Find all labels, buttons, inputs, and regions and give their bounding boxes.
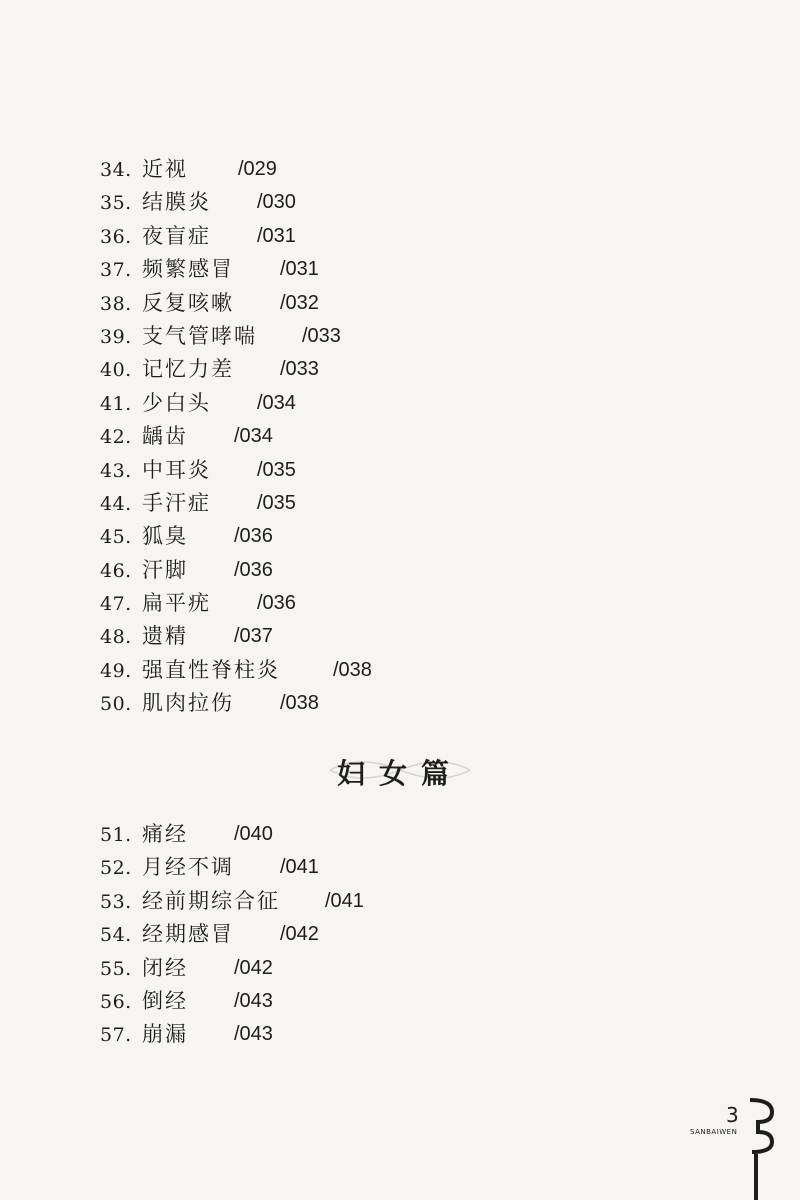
entry-title: 强直性脊柱炎 [142, 657, 280, 682]
toc-entry [100, 587, 296, 620]
toc-entry [100, 287, 319, 320]
entry-page: /043 [234, 989, 273, 1012]
entry-page: /030 [257, 191, 296, 214]
toc-entry [100, 220, 296, 253]
entry-page: /034 [257, 391, 296, 414]
entry-number: 40. [100, 359, 132, 382]
toc-entry [100, 320, 341, 353]
entry-title: 肌肉拉伤 [142, 691, 234, 716]
entry-page: /036 [234, 558, 273, 581]
toc-entry [100, 654, 372, 687]
section-title: 妇女篇 [336, 757, 463, 790]
entry-number: 41. [100, 392, 132, 415]
toc-entry [100, 885, 364, 918]
entry-title: 月经不调 [142, 855, 234, 880]
entry-title: 中耳炎 [142, 457, 211, 482]
entry-number: 34. [100, 159, 132, 181]
toc-entry [100, 985, 280, 1018]
entry-page: /038 [280, 692, 319, 715]
entry-page: /034 [234, 425, 273, 448]
toc-entry [100, 186, 296, 219]
section-heading [0, 752, 800, 792]
toc-entry [100, 487, 296, 520]
entry-number: 48. [100, 626, 132, 649]
entry-title: 闭经 [142, 955, 188, 980]
entry-title: 汗脚 [142, 557, 188, 582]
toc-list-part2 [100, 818, 364, 1052]
toc-entry [100, 918, 319, 951]
toc-list-part1 [100, 153, 372, 721]
entry-number: 46. [100, 559, 132, 582]
toc-entry [100, 952, 280, 985]
entry-number: 52. [100, 857, 132, 880]
entry-number: 51. [100, 824, 132, 846]
toc-entry [100, 353, 319, 386]
entry-title: 支气管哮喘 [142, 323, 257, 348]
publisher-brand: SANBAIWEN [690, 1128, 738, 1136]
entry-number: 45. [100, 526, 132, 549]
entry-title: 近视 [142, 157, 188, 181]
entry-page: /033 [280, 358, 319, 381]
toc-entry [100, 818, 280, 851]
toc-entry [100, 687, 319, 720]
entry-page: /033 [302, 324, 341, 347]
entry-number: 37. [100, 259, 132, 282]
entry-title: 手汗症 [142, 490, 211, 515]
entry-page: /031 [257, 224, 296, 247]
entry-title: 记忆力差 [142, 357, 234, 382]
entry-title: 龋齿 [142, 424, 188, 449]
entry-page: /031 [280, 258, 319, 281]
entry-page: /042 [280, 923, 319, 946]
entry-number: 49. [100, 659, 132, 682]
entry-title: 崩漏 [142, 1022, 188, 1047]
entry-number: 44. [100, 492, 132, 515]
entry-page: /029 [238, 158, 277, 180]
publisher-emblem-icon [744, 1096, 778, 1200]
entry-title: 倒经 [142, 988, 188, 1013]
entry-title: 扁平疣 [142, 591, 211, 616]
entry-title: 夜盲症 [142, 223, 211, 248]
entry-page: /035 [257, 491, 296, 514]
entry-title: 反复咳嗽 [142, 290, 234, 315]
entry-number: 35. [100, 192, 132, 215]
entry-title: 少白头 [142, 390, 211, 415]
page-number: 3 [726, 1103, 739, 1127]
toc-entry [100, 253, 319, 286]
entry-title: 遗精 [142, 624, 188, 649]
entry-number: 57. [100, 1024, 132, 1047]
entry-page: /041 [325, 889, 364, 912]
toc-entry [100, 420, 280, 453]
entry-title: 经期感冒 [142, 922, 234, 947]
entry-title: 频繁感冒 [142, 257, 234, 282]
entry-page: /041 [280, 856, 319, 879]
entry-number: 56. [100, 990, 132, 1013]
entry-number: 36. [100, 225, 132, 248]
toc-entry [100, 851, 319, 884]
entry-title: 狐臭 [142, 524, 188, 549]
entry-number: 54. [100, 924, 132, 947]
entry-page: /036 [257, 592, 296, 615]
entry-number: 39. [100, 325, 132, 348]
entry-title: 结膜炎 [142, 190, 211, 215]
toc-entry [100, 1018, 280, 1051]
entry-number: 53. [100, 890, 132, 913]
entry-page: /042 [234, 956, 273, 979]
toc-entry [100, 153, 280, 186]
toc-entry [100, 620, 280, 653]
entry-number: 38. [100, 292, 132, 315]
entry-number: 42. [100, 426, 132, 449]
entry-page: /040 [234, 823, 273, 845]
entry-title: 痛经 [142, 822, 188, 846]
entry-number: 47. [100, 593, 132, 616]
entry-page: /035 [257, 458, 296, 481]
entry-number: 55. [100, 957, 132, 980]
entry-page: /036 [234, 525, 273, 548]
entry-title: 经前期综合征 [142, 888, 280, 913]
toc-entry [100, 387, 296, 420]
entry-page: /043 [234, 1023, 273, 1046]
toc-entry [100, 554, 280, 587]
entry-number: 50. [100, 693, 132, 716]
toc-entry [100, 454, 296, 487]
entry-number: 43. [100, 459, 132, 482]
toc-entry [100, 520, 280, 553]
entry-page: /038 [333, 658, 372, 681]
entry-page: /032 [280, 291, 319, 314]
entry-page: /037 [234, 625, 273, 648]
